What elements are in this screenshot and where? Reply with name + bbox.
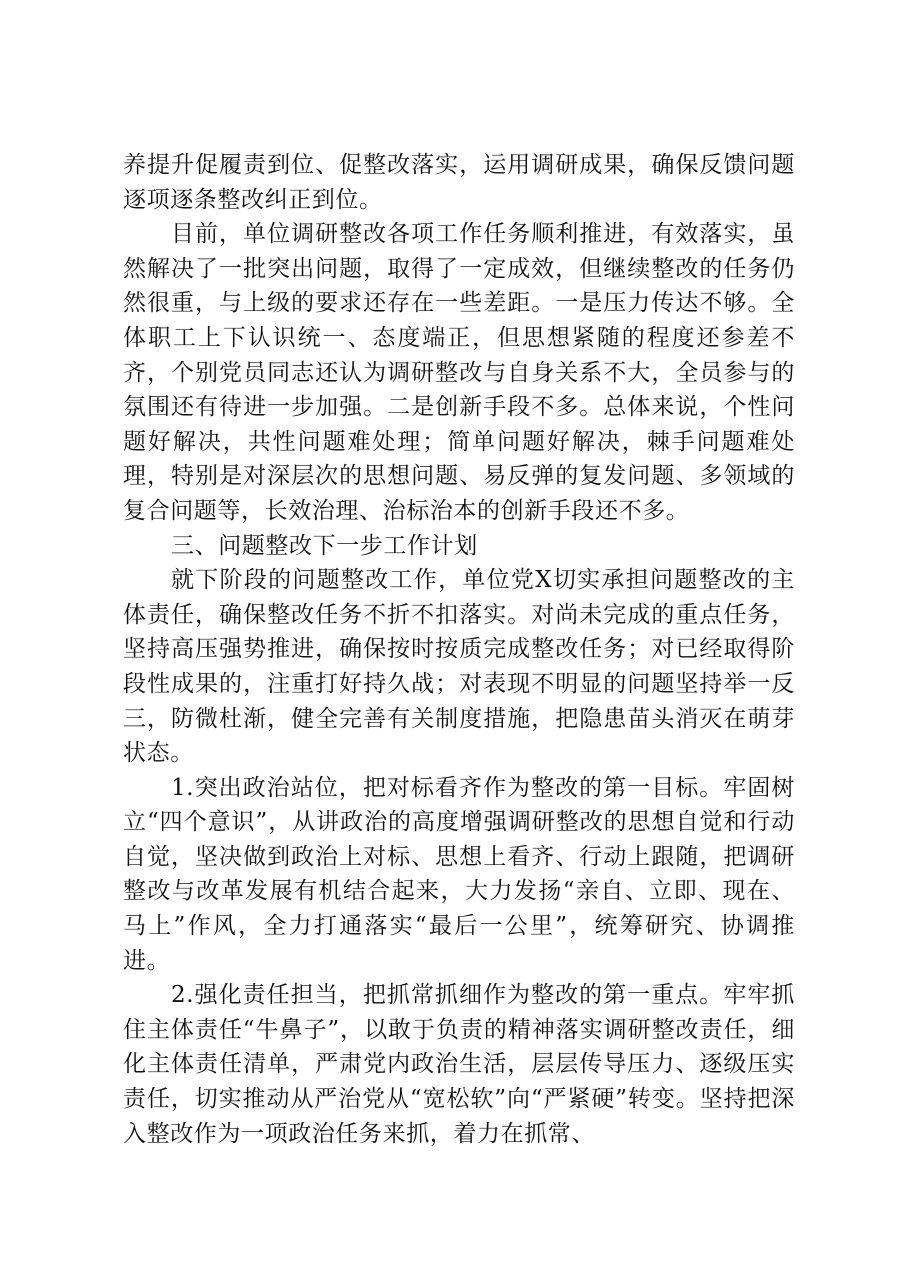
paragraph-current-status: 目前，单位调研整改各项工作任务顺利推进，有效落实，虽然解决了一批突出问题，取得了一定成效，但继续整改的任务仍然很重，与上级的要求还存在一些差距。一是压力传达不够。全体职工上下认识统一、态度端正，但思想紧随的程度还参差不齐，个别党员同志还认为调研整改与自身关系不大，全员参与的氛围还有待进一步加强。二是创新手段不多。总体来说，个性问题好解决，共性问题难处理；简单问题好解决，棘手问题难处理，特别是对深层次的思想问题、易反弹的复发问题、多领域的复合问题等，长效治理、治标治本的创新手段还不多。 [123,221,795,524]
paragraph-next-stage: 就下阶段的问题整改工作，单位党X切实承担问题整改的主体责任，确保整改任务不折不扣落实。对尚未完成的重点任务，坚持高压强势推进，确保按时按质完成整改任务；对已经取得阶段性成果的，注重打好持久战；对表现不明显的问题坚持举一反三，防微杜渐，健全完善有关制度措施，把隐患苗头消灭在萌芽状态。 [123,567,795,767]
paragraph-continuation: 养提升促履责到位、促整改落实，运用调研成果，确保反馈问题逐项逐条整改纠正到位。 [123,152,795,213]
paragraph-item-2: 2.强化责任担当，把抓常抓细作为整改的第一重点。牢牢抓住主体责任“牛鼻子”，以敢于负责的精神落实调研整改责任，细化主体责任清单，严肃党内政治生活，层层传导压力、逐级压实责任，切实推动从严治党从“宽松软”向“严紧硬”转变。坚持把深入整改作为一项政治任务来抓，着力在抓常、 [123,982,795,1147]
document-body [123,148,795,1151]
paragraph-item-1: 1.突出政治站位，把对标看齐作为整改的第一目标。牢固树立“四个意识”，从讲政治的高度增强调研整改的思想自觉和行动自觉，坚决做到政治上对标、思想上看齐、行动上跟随，把调研整改与改革发展有机结合起来，大力发扬“亲自、立即、现在、马上”作风，全力打通落实“最后一公里”，统筹研究、协调推进。 [123,774,795,974]
section-heading-next-steps: 三、问题整改下一步工作计划 [171,532,478,559]
